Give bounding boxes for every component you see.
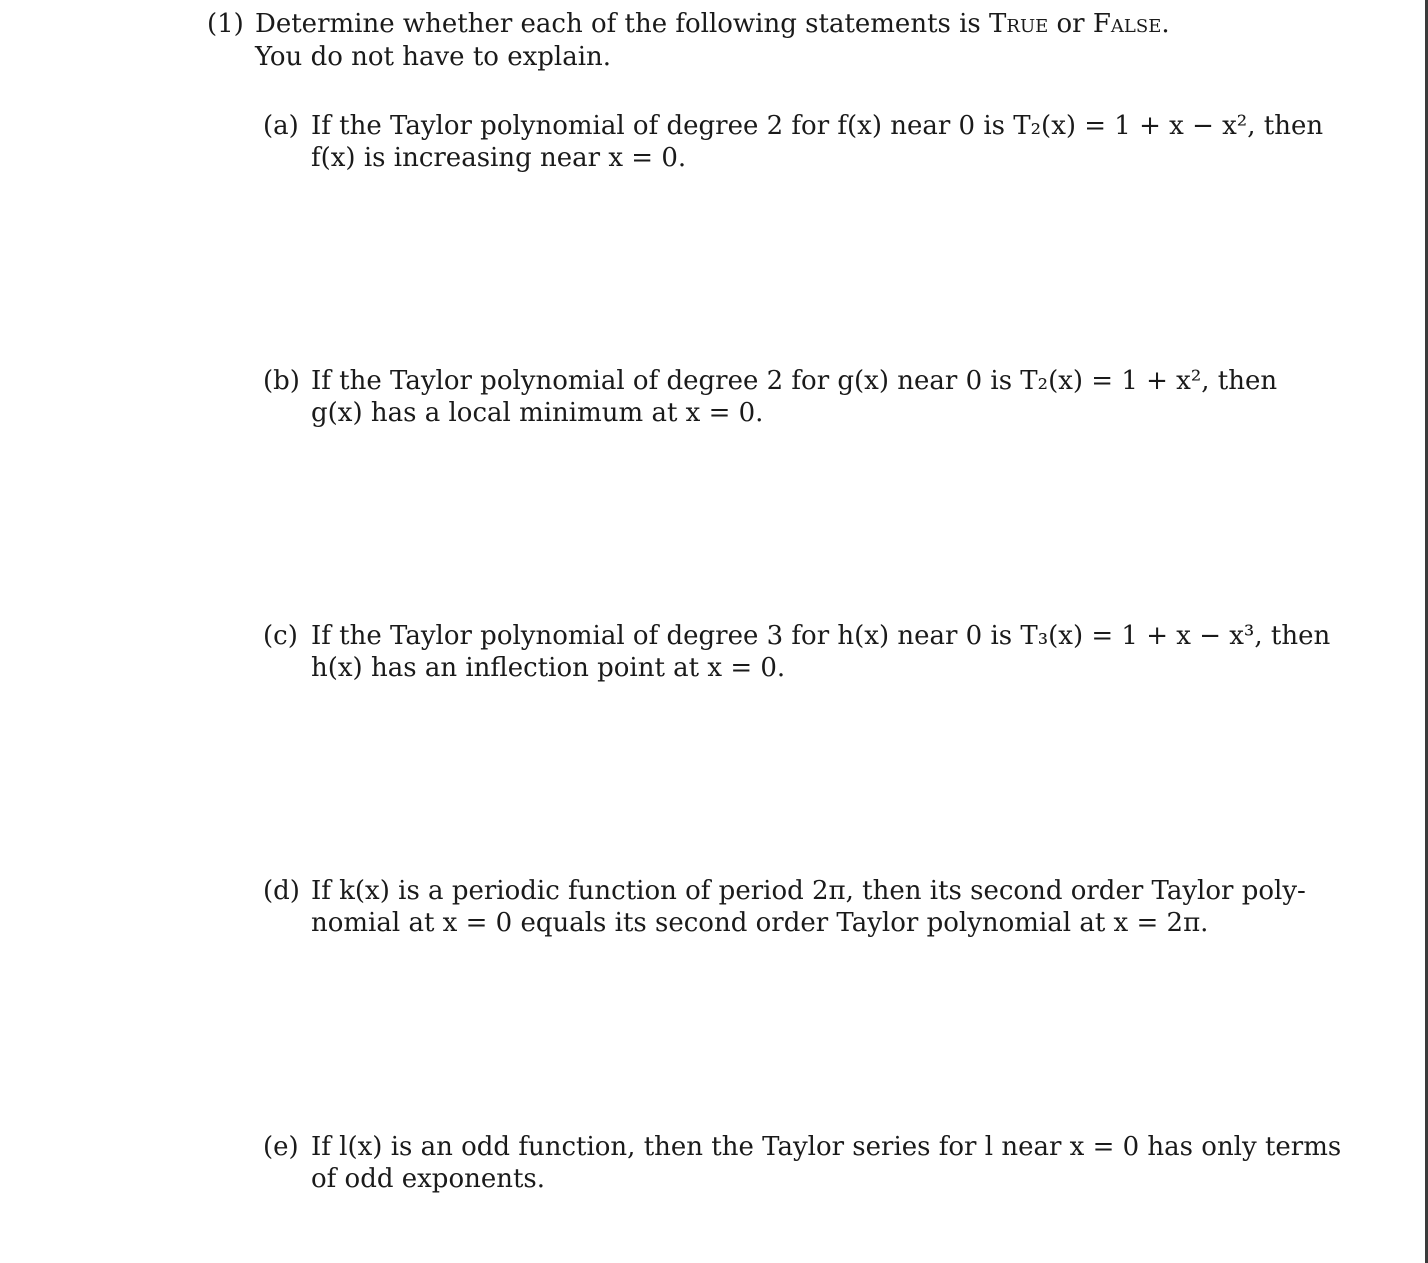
part-d	[263, 875, 1306, 939]
part-b-line-1: If the Taylor polynomial of degree 2 for g(x) near 0 is T₂(x) = 1 + x², then	[311, 366, 1278, 396]
true-word: True	[989, 9, 1049, 39]
problem-header	[207, 8, 1247, 74]
problem-1	[207, 8, 1247, 74]
problem-number: (1)	[207, 9, 244, 39]
part-c-statement	[311, 620, 1330, 684]
instruction-line-2: You do not have to explain.	[255, 42, 612, 72]
part-d-line-2: nomial at x = 0 equals its second order Taylor polynomial at x = 2π.	[311, 908, 1209, 938]
instruction-text: Determine whether each of the following statements is	[255, 9, 990, 39]
part-c-line-1: If the Taylor polynomial of degree 3 for h(x) near 0 is T₃(x) = 1 + x − x³, then	[311, 621, 1331, 651]
false-word: False	[1092, 9, 1162, 39]
part-e-line-1: If l(x) is an odd function, then the Taylor series for l near x = 0 has only terms	[311, 1132, 1342, 1162]
part-a-statement	[311, 110, 1323, 174]
part-a-line-2: f(x) is increasing near x = 0.	[311, 143, 687, 173]
part-b	[263, 365, 1278, 429]
part-a-line-1: If the Taylor polynomial of degree 2 for f(x) near 0 is T₂(x) = 1 + x − x², then	[311, 111, 1324, 141]
part-e-line-2: of odd exponents.	[311, 1164, 546, 1194]
or-word: or	[1048, 9, 1093, 39]
instruction-period: .	[1161, 9, 1170, 39]
part-a	[263, 110, 1324, 174]
part-e-statement	[311, 1131, 1341, 1195]
part-c-line-2: h(x) has an inflection point at x = 0.	[311, 653, 786, 683]
part-d-statement	[311, 875, 1306, 939]
part-c-label: (c)	[263, 621, 298, 651]
part-b-line-2: g(x) has a local minimum at x = 0.	[311, 398, 764, 428]
part-e-label: (e)	[263, 1132, 299, 1162]
problem-instructions	[255, 8, 1170, 74]
part-a-label: (a)	[263, 111, 299, 141]
part-e	[263, 1131, 1342, 1195]
part-c	[263, 620, 1331, 684]
part-b-statement	[311, 365, 1277, 429]
part-d-line-1: If k(x) is a periodic function of period 2π, then its second order Taylor poly-	[311, 876, 1306, 906]
part-b-label: (b)	[263, 366, 300, 396]
instruction-line-1	[255, 8, 1170, 41]
part-d-label: (d)	[263, 876, 300, 906]
